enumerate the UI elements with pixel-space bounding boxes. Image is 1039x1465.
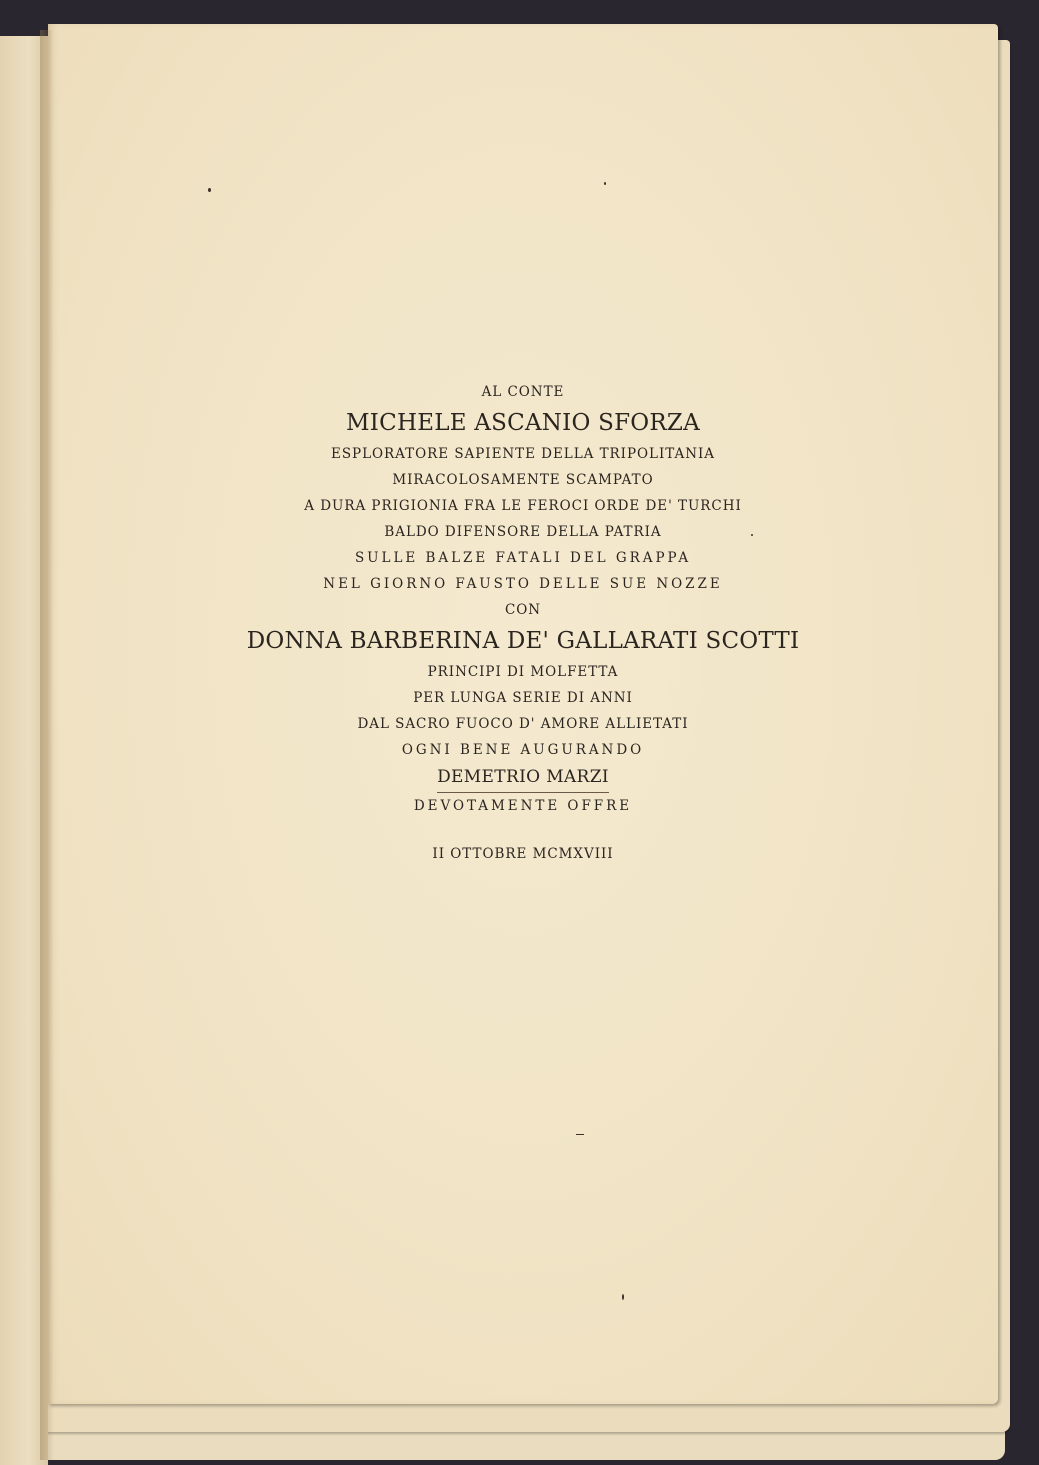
dedication-line: MIRACOLOSAMENTE SCAMPATO <box>392 472 654 488</box>
page-gutter-shadow <box>40 30 54 1460</box>
dedication-line: OGNI BENE AUGURANDO <box>401 742 645 758</box>
dedication-line: AL CONTE <box>481 384 565 400</box>
dedication-line: CON <box>504 602 542 618</box>
dedication-text <box>48 379 998 867</box>
dedication-line: DEVOTAMENTE OFFRE <box>413 798 633 814</box>
dedication-line: DAL SACRO FUOCO D' AMORE ALLIETATI <box>357 716 689 732</box>
paper-speck <box>622 1294 624 1300</box>
date-line: II OTTOBRE MCMXVIII <box>432 846 614 862</box>
dedication-line: PER LUNGA SERIE DI ANNI <box>413 690 633 706</box>
dedication-line: PRINCIPI DI MOLFETTA <box>427 664 619 680</box>
paper-speck <box>576 1134 584 1135</box>
dedication-line: A DURA PRIGIONIA FRA LE FEROCI ORDE DE' TURCHI <box>304 498 742 514</box>
dedication-line: BALDO DIFENSORE DELLA PATRIA <box>384 524 662 540</box>
dedication-line: NEL GIORNO FAUSTO DELLE SUE NOZZE <box>323 576 723 592</box>
dedicatee-name: MICHELE ASCANIO SFORZA <box>346 410 700 436</box>
paper-speck <box>208 188 211 192</box>
bride-name: DONNA BARBERINA DE' GALLARATI SCOTTI <box>246 628 800 654</box>
dedication-line: SULLE BALZE FATALI DEL GRAPPA <box>354 550 692 566</box>
dedication-line: ESPLORATORE SAPIENTE DELLA TRIPOLITANIA <box>331 446 715 462</box>
author-name: DEMETRIO MARZI <box>437 763 609 793</box>
paper-speck <box>751 534 753 536</box>
paper-speck <box>604 182 606 185</box>
book-page <box>48 24 998 1404</box>
